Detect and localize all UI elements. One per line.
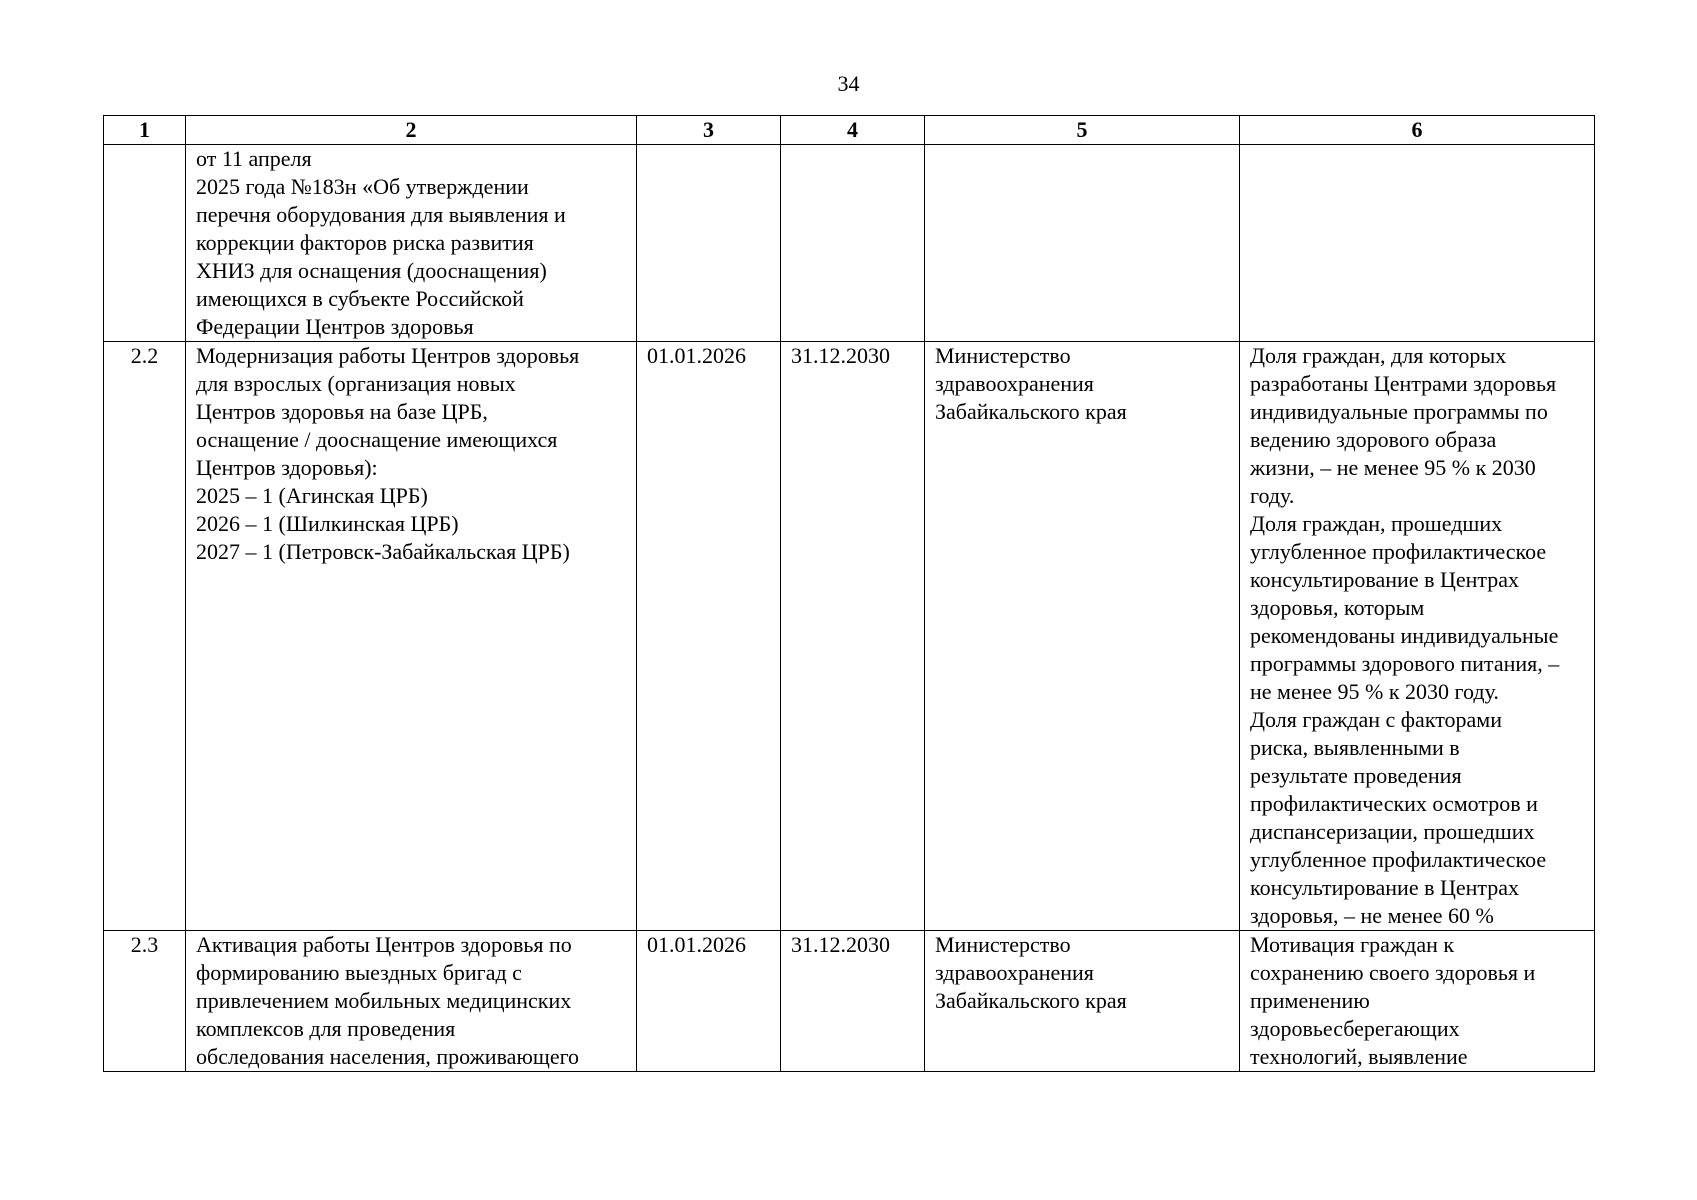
measures-table [103,115,1595,1072]
result-line: профилактических осмотров и [1250,791,1538,816]
description-line: ХНИЗ для оснащения (дооснащения) [196,258,547,283]
description-line: 2026 – 1 (Шилкинская ЦРБ) [196,511,459,536]
column-header-3: 3 [637,116,781,145]
description-line: формированию выездных бригад с [196,960,522,985]
result-line: жизни, – не менее 95 % к 2030 [1250,455,1536,480]
row-number-cell: 2.3 [104,931,186,1072]
end-date-cell: 31.12.2030 [781,342,925,931]
description-line: имеющихся в субъекте Российской [196,286,524,311]
result-line: риска, выявленными в [1250,735,1460,760]
measure-description-cell [186,145,637,342]
description-line: Активация работы Центров здоровья по [196,932,572,957]
row-number-cell [104,145,186,342]
result-line: не менее 95 % к 2030 году. [1250,679,1499,704]
page-number: 34 [837,71,860,96]
responsible-cell [925,931,1240,1072]
responsible-line: здравоохранения [935,960,1094,985]
description-line: обследования населения, проживающего [196,1044,580,1069]
result-line: ведению здорового образа [1250,427,1497,452]
header-row [104,116,1595,145]
result-cell [1240,342,1595,931]
result-line: углубленное профилактическое [1250,847,1547,872]
description-line: оснащение / дооснащение имеющихся [196,427,558,452]
result-line: диспансеризации, прошедших [1250,819,1535,844]
responsible-cell [925,145,1240,342]
result-line: Мотивация граждан к [1250,932,1455,957]
table-row [104,342,1595,931]
column-header-6: 6 [1240,116,1595,145]
end-date-cell: 31.12.2030 [781,931,925,1072]
result-line: здоровья, – не менее 60 % [1250,903,1494,928]
result-line: результате проведения [1250,763,1462,788]
responsible-line: Забайкальского края [935,399,1127,424]
result-line: сохранению своего здоровья и [1250,960,1536,985]
result-cell [1240,931,1595,1072]
table-row [104,931,1595,1072]
result-line: консультирование в Центрах [1250,567,1520,592]
description-line: для взрослых (организация новых [196,371,516,396]
result-line: здоровья, которым [1250,595,1425,620]
start-date-cell [637,145,781,342]
result-line: здоровьесберегающих [1250,1016,1460,1041]
responsible-line: Министерство [935,343,1071,368]
result-cell [1240,145,1595,342]
result-line: программы здорового питания, – [1250,651,1560,676]
responsible-line: Министерство [935,932,1071,957]
responsible-cell [925,342,1240,931]
result-line: консультирование в Центрах [1250,875,1520,900]
end-date-cell [781,145,925,342]
result-line: Доля граждан, прошедших [1250,511,1503,536]
responsible-line: здравоохранения [935,371,1094,396]
column-header-2: 2 [186,116,637,145]
description-line: 2025 – 1 (Агинская ЦРБ) [196,483,428,508]
description-line: 2025 года №183н «Об утверждении [196,174,529,199]
description-line: комплексов для проведения [196,1016,456,1041]
result-line: разработаны Центрами здоровья [1250,371,1557,396]
result-line: году. [1250,483,1295,508]
description-line: привлечением мобильных медицинских [196,988,572,1013]
result-line: углубленное профилактическое [1250,539,1547,564]
description-line: Модернизация работы Центров здоровья [196,343,580,368]
result-line: индивидуальные программы по [1250,399,1548,424]
description-line: Федерации Центров здоровья [196,314,474,339]
result-line: Доля граждан, для которых [1250,343,1507,368]
column-header-4: 4 [781,116,925,145]
result-line: Доля граждан с факторами [1250,707,1503,732]
description-line: Центров здоровья): [196,455,378,480]
description-line: перечня оборудования для выявления и [196,202,566,227]
start-date-cell: 01.01.2026 [637,342,781,931]
column-header-5: 5 [925,116,1240,145]
result-line: применению [1250,988,1370,1013]
start-date-cell: 01.01.2026 [637,931,781,1072]
column-header-1: 1 [104,116,186,145]
result-line: технологий, выявление [1250,1044,1468,1069]
description-line: Центров здоровья на базе ЦРБ, [196,399,488,424]
description-line: от 11 апреля [196,146,312,171]
measure-description-cell [186,931,637,1072]
row-number-cell: 2.2 [104,342,186,931]
description-line: 2027 – 1 (Петровск-Забайкальская ЦРБ) [196,539,570,564]
description-line: коррекции факторов риска развития [196,230,534,255]
responsible-line: Забайкальского края [935,988,1127,1013]
table-row [104,145,1595,342]
result-line: рекомендованы индивидуальные [1250,623,1559,648]
measure-description-cell [186,342,637,931]
